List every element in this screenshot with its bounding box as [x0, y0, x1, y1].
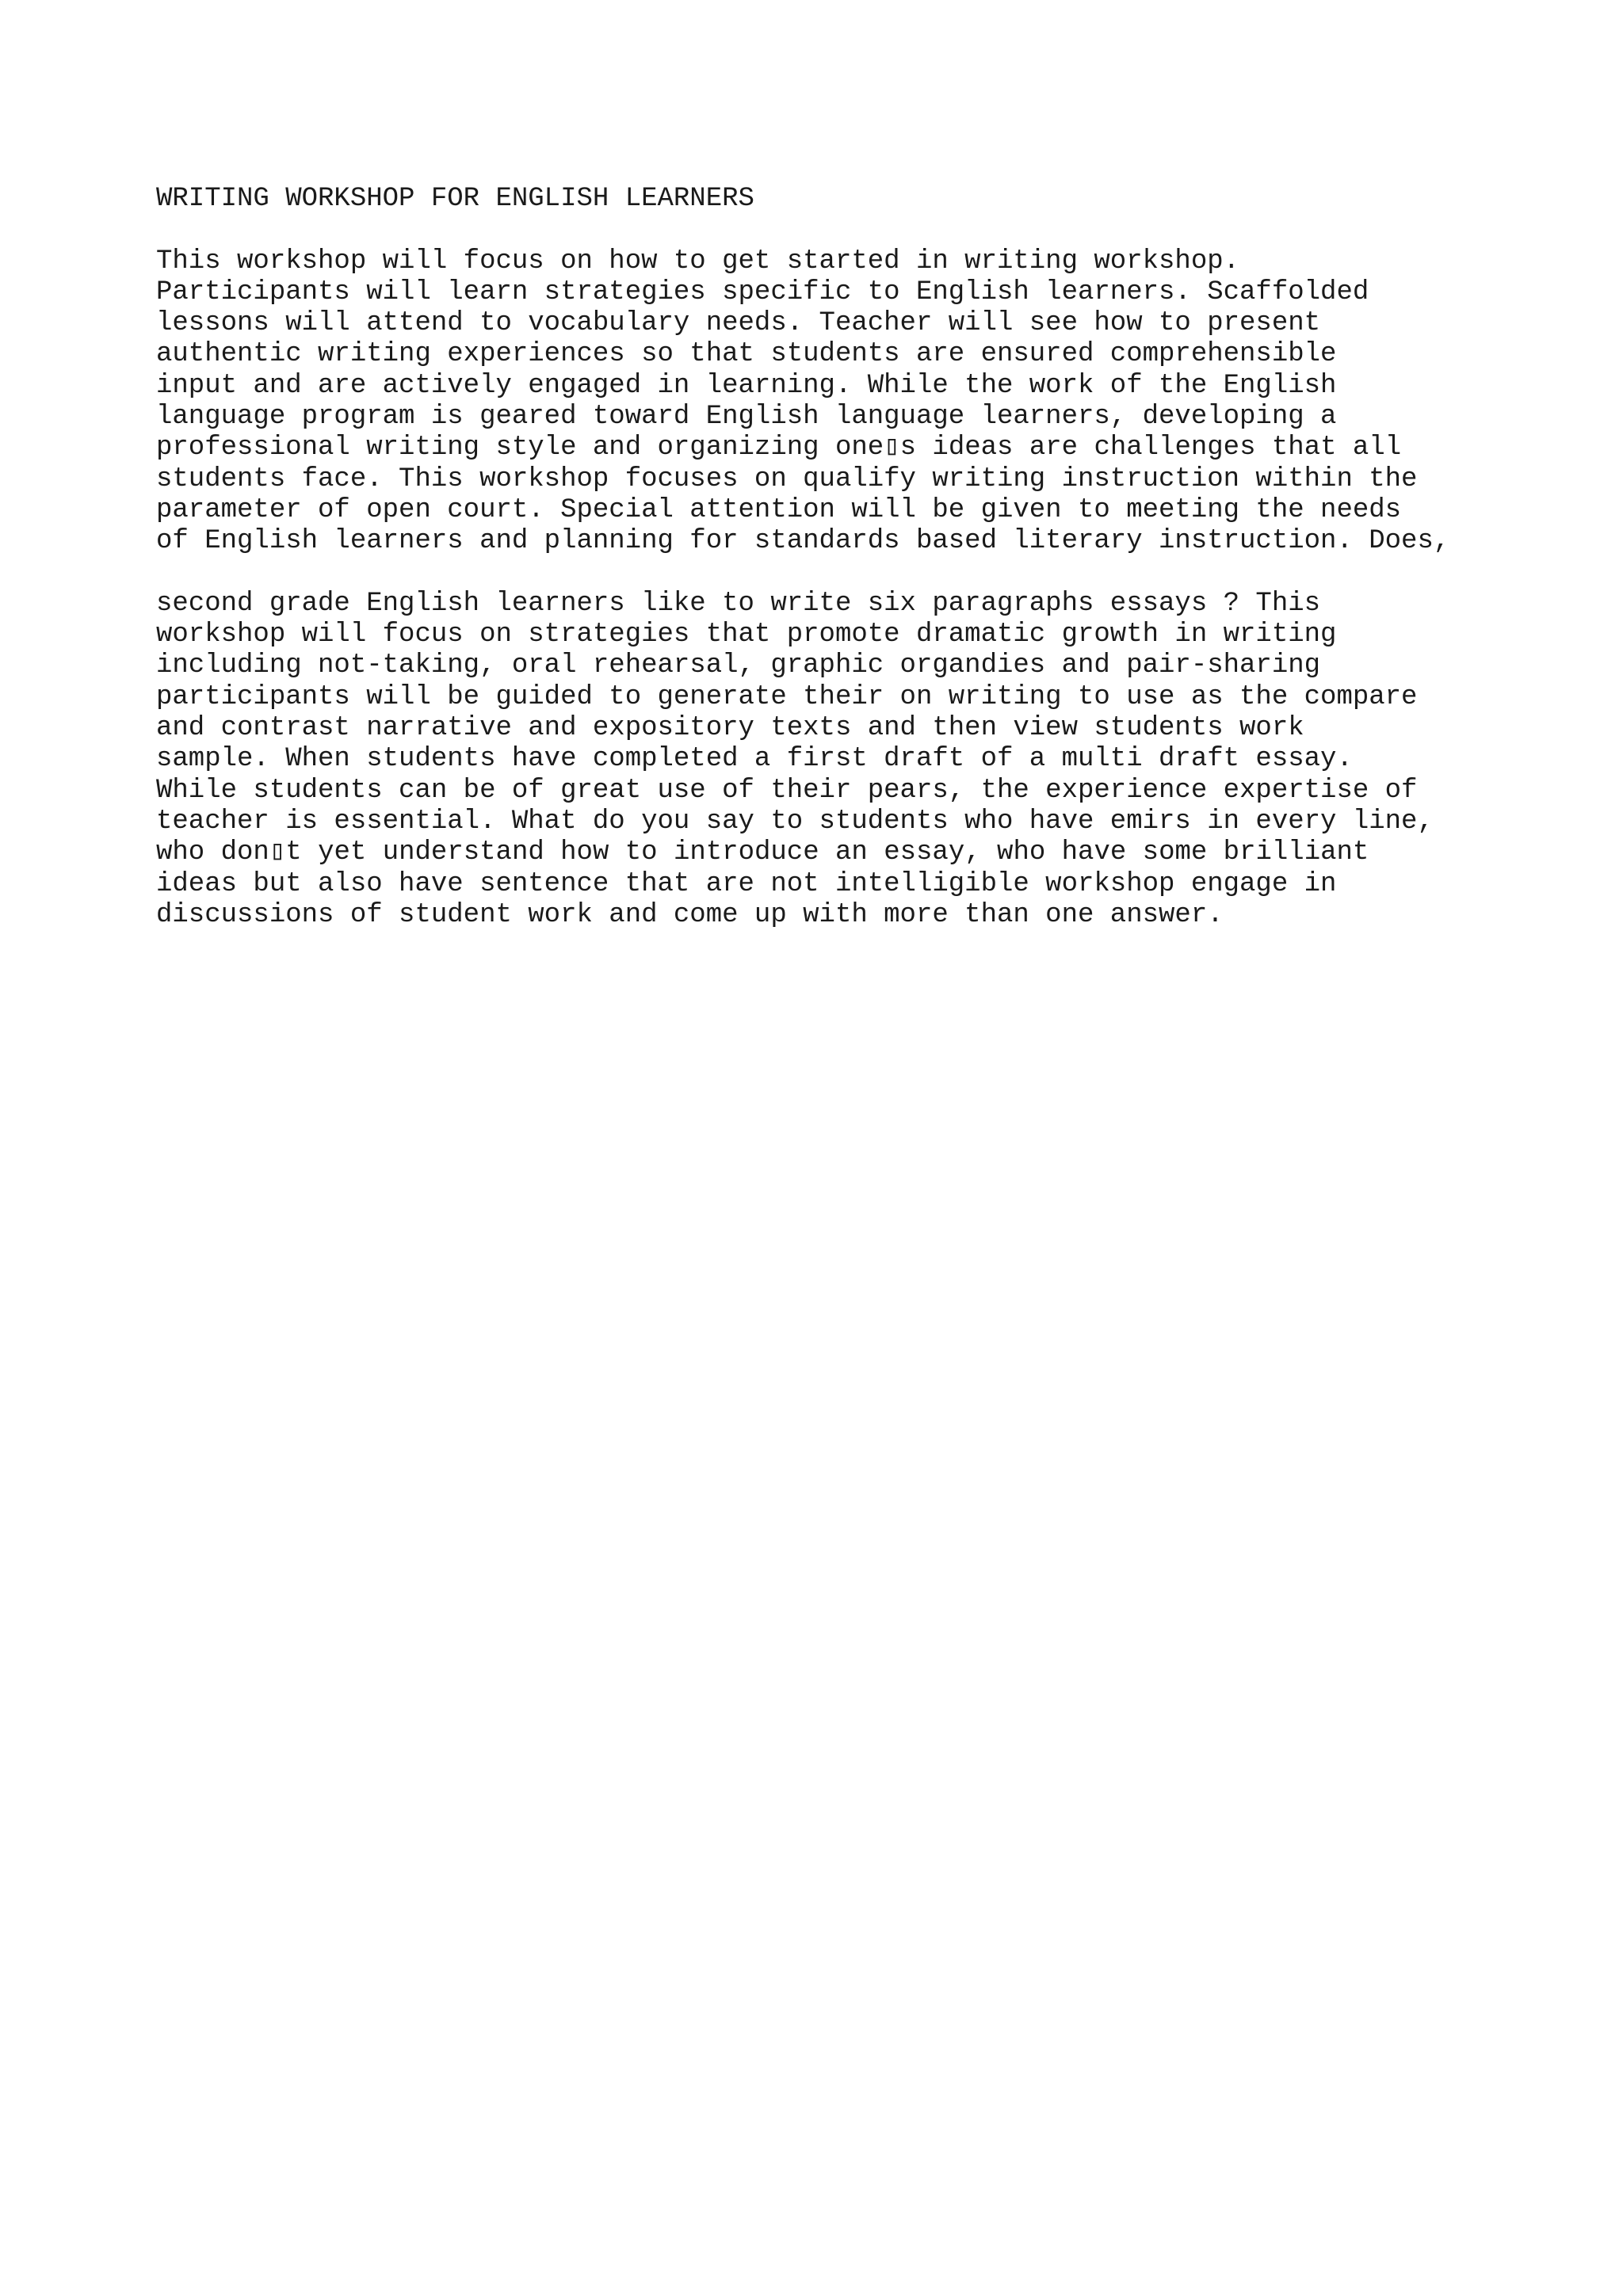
paragraph-spacer — [156, 558, 1583, 589]
paragraph-2 — [156, 589, 1583, 931]
text-line: parameter of open court. Special attention will be given to meeting the needs — [156, 494, 1402, 525]
text-line: participants will be guided to generate their on writing to use as the compare — [156, 681, 1418, 712]
text-line: who don▯t yet understand how to introduce an essay, who have some brilliant — [156, 837, 1369, 868]
text-line: teacher is essential. What do you say to students who have emirs in every line, — [156, 806, 1434, 837]
document-body — [156, 184, 1583, 931]
text-line: This workshop will focus on how to get started in writing workshop. — [156, 246, 1240, 277]
text-line: professional writing style and organizing one▯s ideas are challenges that all — [156, 433, 1402, 463]
document-title: WRITING WORKSHOP FOR ENGLISH LEARNERS — [156, 184, 754, 214]
text-line: Participants will learn strategies specific to English learners. Scaffolded — [156, 277, 1369, 307]
text-line: input and are actively engaged in learning. While the work of the English — [156, 370, 1337, 401]
text-line: including not-taking, oral rehearsal, graphic organdies and pair-sharing — [156, 650, 1321, 681]
text-line: ideas but also have sentence that are not intelligible workshop engage in — [156, 868, 1337, 899]
text-line: lessons will attend to vocabulary needs. Teacher will see how to present — [156, 308, 1321, 339]
text-line: sample. When students have completed a first draft of a multi draft essay. — [156, 744, 1353, 775]
text-line: students face. This workshop focuses on qualify writing instruction within the — [156, 463, 1418, 494]
text-line: discussions of student work and come up with more than one answer. — [156, 899, 1224, 930]
text-line: and contrast narrative and expository texts and then view students work — [156, 713, 1304, 744]
text-line: While students can be of great use of their pears, the experience expertise of — [156, 775, 1418, 806]
text-line: second grade English learners like to write six paragraphs essays ? This — [156, 588, 1321, 619]
text-line: workshop will focus on strategies that promote dramatic growth in writing — [156, 620, 1337, 650]
paragraph-1 — [156, 246, 1583, 558]
text-line: of English learners and planning for standards based literary instruction. Does, — [156, 526, 1450, 557]
text-line: authentic writing experiences so that students are ensured comprehensible — [156, 339, 1337, 370]
text-line: language program is geared toward English language learners, developing a — [156, 402, 1337, 433]
